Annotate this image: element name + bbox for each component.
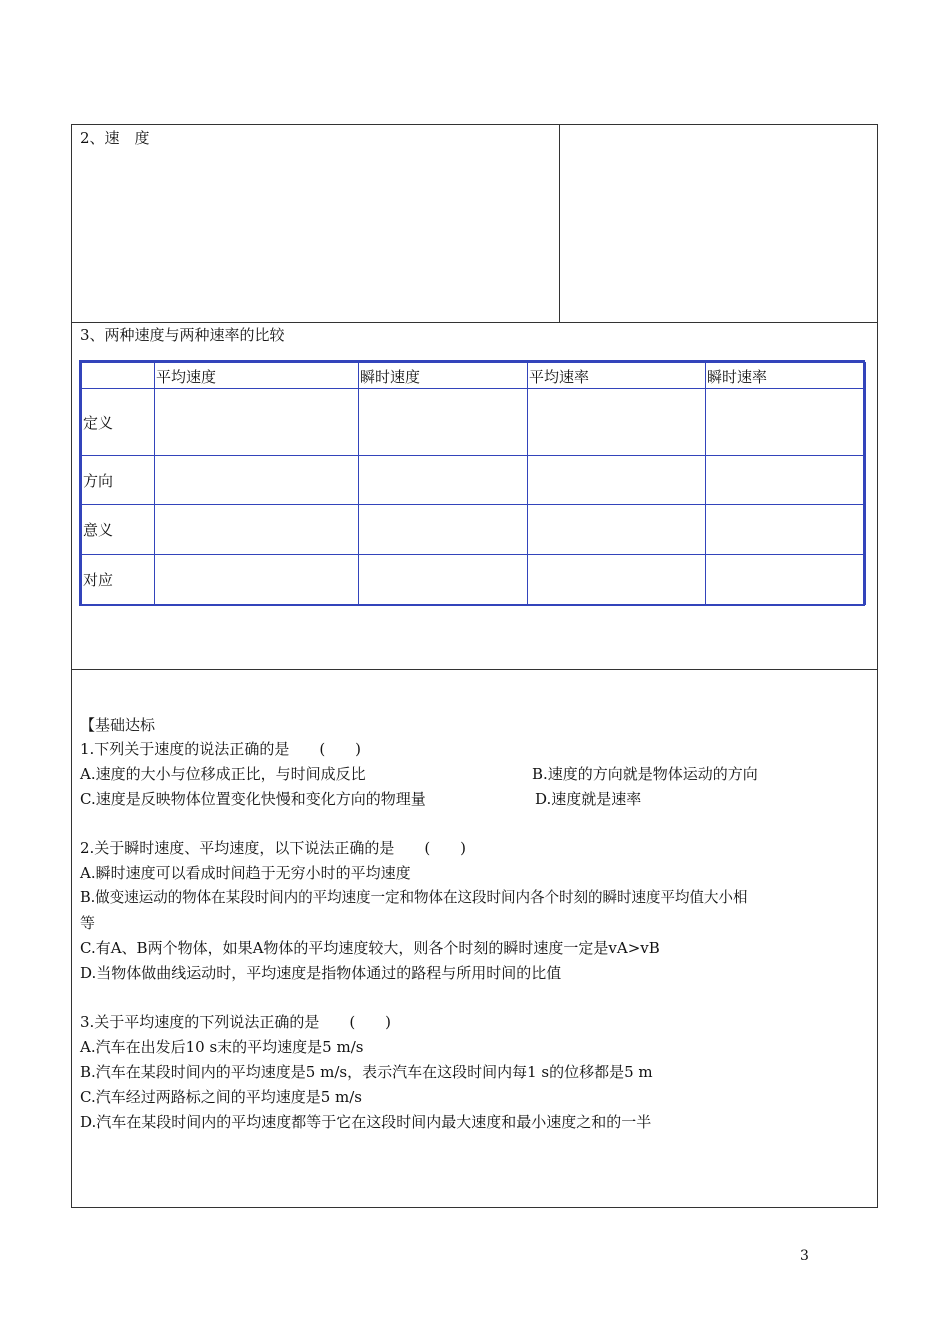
table-cell [528, 389, 706, 456]
row-label-direction: 方向 [82, 456, 155, 505]
table-cell [706, 456, 866, 505]
question-2-option-d: D.当物体做曲线运动时，平均速度是指物体通过的路程与所用时间的比值 [80, 964, 562, 982]
question-2-stem: 2.关于瞬时速度、平均速度，以下说法正确的是 ( ) [80, 839, 467, 857]
table-cell [359, 555, 528, 605]
table-cell [706, 389, 866, 456]
question-1-option-d: D.速度就是速率 [535, 790, 642, 808]
table-header-row [82, 363, 866, 389]
table-row [82, 505, 866, 555]
question-3-stem: 3.关于平均速度的下列说法正确的是 ( ) [80, 1013, 392, 1031]
divider-velocity [71, 322, 878, 323]
table-row [82, 555, 866, 605]
question-1-stem: 1.下列关于速度的说法正确的是 ( ) [80, 740, 362, 758]
question-3-option-c: C.汽车经过两路标之间的平均速度是5 m/s [80, 1088, 362, 1106]
question-1-option-a: A.速度的大小与位移成正比，与时间成反比 [80, 765, 366, 783]
divider-compare [71, 669, 878, 670]
notes-column-divider [559, 124, 560, 322]
question-2-option-c: C.有A、B两个物体，如果A物体的平均速度较大，则各个时刻的瞬时速度一定是vA>vB [80, 939, 660, 957]
table-cell [528, 456, 706, 505]
row-label-meaning: 意义 [82, 505, 155, 555]
header-cell-corner [82, 363, 155, 389]
table-cell [359, 456, 528, 505]
row-label-definition: 定义 [82, 389, 155, 456]
question-1-option-b: B.速度的方向就是物体运动的方向 [532, 765, 758, 783]
table-cell [155, 505, 359, 555]
table-cell [706, 555, 866, 605]
table-cell [706, 505, 866, 555]
basic-section-title: 【基础达标 [80, 716, 156, 734]
table-row [82, 456, 866, 505]
question-3-option-a: A.汽车在出发后10 s末的平均速度是5 m/s [80, 1038, 364, 1056]
header-cell-average-velocity: 平均速度 [155, 363, 359, 389]
question-2-option-b-cont: 等 [80, 914, 96, 932]
question-3-option-d: D.汽车在某段时间内的平均速度都等于它在这段时间内最大速度和最小速度之和的一半 [80, 1113, 652, 1131]
velocity-heading: 2、速 度 [80, 129, 150, 147]
table-cell [155, 456, 359, 505]
table-cell [359, 389, 528, 456]
page-number: 3 [800, 1248, 809, 1264]
table-cell [528, 555, 706, 605]
row-label-correspondence: 对应 [82, 555, 155, 605]
question-3-option-b: B.汽车在某段时间内的平均速度是5 m/s，表示汽车在这段时间内每1 s的位移都是5 m [80, 1063, 653, 1081]
question-2-option-b: B.做变速运动的物体在某段时间内的平均速度一定和物体在这段时间内各个时刻的瞬时速度平均值大小相 [80, 889, 748, 906]
table-cell [359, 505, 528, 555]
table-cell [155, 555, 359, 605]
header-cell-average-speed: 平均速率 [528, 363, 706, 389]
question-2-option-a: A.瞬时速度可以看成时间趋于无穷小时的平均速度 [80, 864, 411, 882]
header-cell-instant-velocity: 瞬时速度 [359, 363, 528, 389]
comparison-table [79, 360, 865, 606]
table-row [82, 389, 866, 456]
question-1-option-c: C.速度是反映物体位置变化快慢和变化方向的物理量 [80, 790, 426, 808]
table-cell [528, 505, 706, 555]
table-cell [155, 389, 359, 456]
header-cell-instant-speed: 瞬时速率 [706, 363, 866, 389]
compare-heading: 3、两种速度与两种速率的比较 [80, 326, 285, 344]
